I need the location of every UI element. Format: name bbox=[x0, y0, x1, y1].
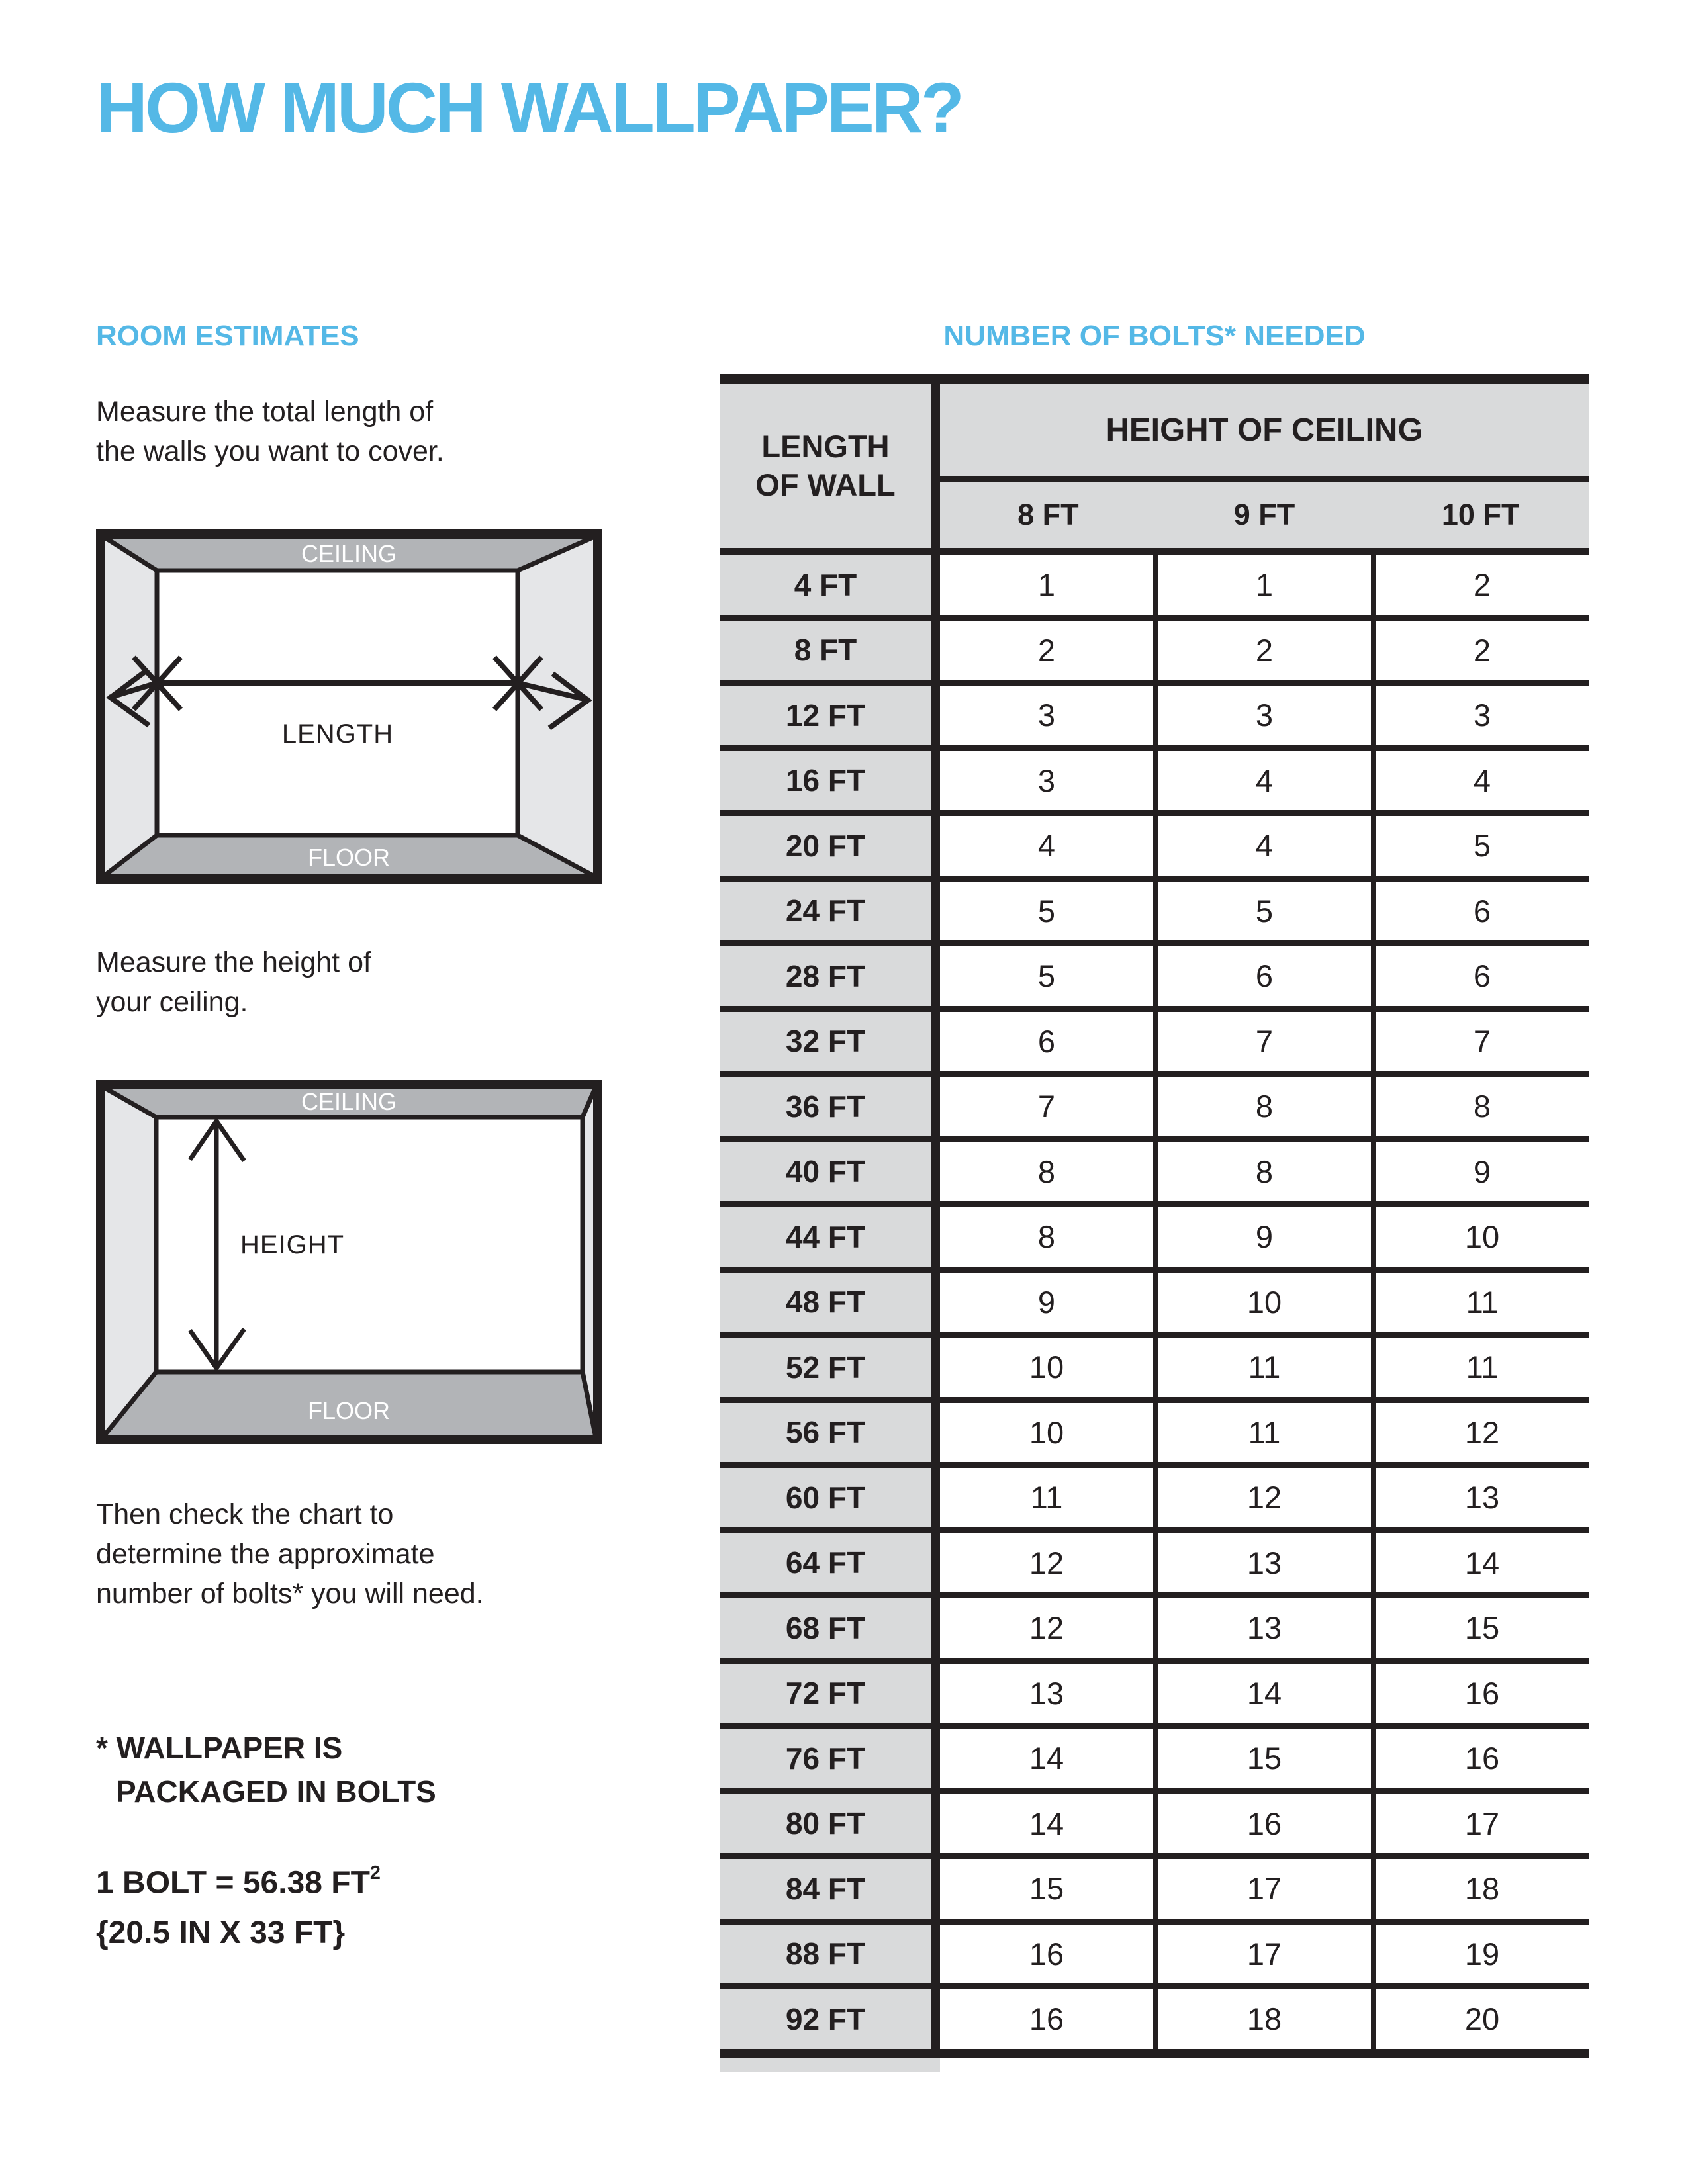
table-row bbox=[720, 1142, 1589, 1208]
table-row bbox=[720, 1989, 1589, 2049]
table-row bbox=[720, 1794, 1589, 1860]
floor-label: FLOOR bbox=[307, 844, 391, 871]
paragraph-line: your ceiling. bbox=[96, 986, 248, 1018]
intro-height-paragraph bbox=[96, 942, 371, 1022]
bolts-needed-heading: NUMBER OF BOLTS* NEEDED bbox=[943, 320, 1366, 352]
table-row bbox=[720, 1468, 1589, 1533]
bolt-count-cell: 6 bbox=[1371, 946, 1589, 1006]
height-label: HEIGHT bbox=[240, 1230, 345, 1259]
bolt-count-cell: 13 bbox=[1153, 1598, 1371, 1658]
bolt-count-cell: 10 bbox=[940, 1403, 1153, 1463]
bolt-count-cell: 13 bbox=[1371, 1468, 1589, 1527]
bolt-count-cell: 6 bbox=[940, 1012, 1153, 1071]
table-gray-tail bbox=[720, 2058, 940, 2072]
table-body bbox=[720, 555, 1589, 2049]
bolt-count-cell: 8 bbox=[1153, 1077, 1371, 1136]
bolt-count-cell: 7 bbox=[940, 1077, 1153, 1136]
table-row bbox=[720, 1273, 1589, 1338]
bolt-count-cell: 11 bbox=[940, 1468, 1153, 1527]
bolt-count-cell: 7 bbox=[1153, 1012, 1371, 1071]
length-label: LENGTH bbox=[281, 719, 394, 749]
table-row bbox=[720, 1338, 1589, 1403]
bolt-count-cell: 9 bbox=[940, 1273, 1153, 1332]
table-row bbox=[720, 1077, 1589, 1142]
table-row bbox=[720, 686, 1589, 751]
paragraph-line: number of bolts* you will need. bbox=[96, 1578, 484, 1610]
bolt-count-cell: 12 bbox=[940, 1598, 1153, 1658]
bolt-count-cell: 12 bbox=[1371, 1403, 1589, 1463]
bolt-count-cell: 8 bbox=[940, 1142, 1153, 1202]
bolt-count-cell: 7 bbox=[1371, 1012, 1589, 1071]
row-length-label: 84 FT bbox=[720, 1859, 940, 1919]
bolt-count-cell: 17 bbox=[1371, 1794, 1589, 1854]
table-row bbox=[720, 816, 1589, 882]
diagram-back-wall bbox=[156, 1117, 583, 1372]
bolt-count-cell: 11 bbox=[1371, 1338, 1589, 1397]
bolt-count-cell: 15 bbox=[1371, 1598, 1589, 1658]
footnote-line: * WALLPAPER IS bbox=[96, 1731, 343, 1765]
room-length-diagram bbox=[96, 529, 602, 884]
height-of-ceiling-header-group bbox=[940, 384, 1589, 548]
subheader-10ft: 10 FT bbox=[1441, 498, 1520, 531]
bolt-count-cell: 17 bbox=[1153, 1925, 1371, 1984]
diagram-back-wall bbox=[157, 570, 518, 835]
wallpaper-bolts-footnote bbox=[96, 1726, 436, 1813]
bolt-count-cell: 9 bbox=[1153, 1207, 1371, 1267]
bolt-count-cell: 5 bbox=[940, 946, 1153, 1006]
squared-superscript: 2 bbox=[369, 1862, 381, 1884]
bolt-count-cell: 14 bbox=[1371, 1533, 1589, 1593]
bolt-count-cell: 16 bbox=[1153, 1794, 1371, 1854]
ceiling-height-subheaders bbox=[940, 482, 1589, 548]
paragraph-line: the walls you want to cover. bbox=[96, 435, 444, 467]
bolt-count-cell: 3 bbox=[1371, 686, 1589, 745]
bolt-count-cell: 2 bbox=[940, 621, 1153, 680]
room-estimates-heading: ROOM ESTIMATES bbox=[96, 320, 359, 352]
bolt-count-cell: 6 bbox=[1153, 946, 1371, 1006]
table-row bbox=[720, 1859, 1589, 1925]
diagram-right-wall bbox=[518, 536, 596, 877]
table-row bbox=[720, 751, 1589, 817]
table-row bbox=[720, 1664, 1589, 1729]
table-row bbox=[720, 1729, 1589, 1794]
bolt-count-cell: 8 bbox=[940, 1207, 1153, 1267]
bolt-count-cell: 2 bbox=[1153, 621, 1371, 680]
subheader-8ft: 8 FT bbox=[1017, 498, 1079, 531]
bolt-count-cell: 2 bbox=[1371, 555, 1589, 615]
row-length-label: 48 FT bbox=[720, 1273, 940, 1332]
row-length-label: 20 FT bbox=[720, 816, 940, 876]
ceiling-height-diagram bbox=[96, 1080, 602, 1444]
bolt-count-cell: 16 bbox=[940, 1989, 1153, 2049]
row-length-label: 88 FT bbox=[720, 1925, 940, 1984]
check-chart-paragraph bbox=[96, 1494, 484, 1614]
bolt-count-cell: 16 bbox=[940, 1925, 1153, 1984]
bolt-count-cell: 8 bbox=[1153, 1142, 1371, 1202]
bolt-count-cell: 16 bbox=[1371, 1729, 1589, 1788]
bolt-count-cell: 15 bbox=[1153, 1729, 1371, 1788]
intro-length-paragraph bbox=[96, 392, 444, 471]
row-length-label: 32 FT bbox=[720, 1012, 940, 1071]
bolt-count-cell: 4 bbox=[1153, 751, 1371, 811]
bolt-count-cell: 2 bbox=[1371, 621, 1589, 680]
row-length-label: 28 FT bbox=[720, 946, 940, 1006]
paragraph-line: Measure the total length of bbox=[96, 396, 434, 428]
table-row bbox=[720, 1207, 1589, 1273]
bolt-count-cell: 11 bbox=[1153, 1338, 1371, 1397]
table-header bbox=[720, 384, 1589, 555]
bolt-count-cell: 3 bbox=[1153, 686, 1371, 745]
paragraph-line: Measure the height of bbox=[96, 946, 371, 978]
bolt-count-cell: 6 bbox=[1371, 882, 1589, 941]
paragraph-line: determine the approximate bbox=[96, 1538, 435, 1570]
bolt-count-cell: 11 bbox=[1371, 1273, 1589, 1332]
bolt-count-cell: 3 bbox=[940, 751, 1153, 811]
bolt-count-cell: 9 bbox=[1371, 1142, 1589, 1202]
bolt-count-cell: 14 bbox=[940, 1729, 1153, 1788]
table-row bbox=[720, 1533, 1589, 1599]
bolt-count-cell: 13 bbox=[940, 1664, 1153, 1723]
bolt-count-cell: 3 bbox=[940, 686, 1153, 745]
header-line: LENGTH bbox=[761, 429, 890, 464]
header-line: OF WALL bbox=[755, 467, 896, 502]
bolt-count-cell: 5 bbox=[940, 882, 1153, 941]
row-length-label: 52 FT bbox=[720, 1338, 940, 1397]
bolt-count-cell: 10 bbox=[1371, 1207, 1589, 1267]
bolt-count-cell: 16 bbox=[1371, 1664, 1589, 1723]
bolt-count-cell: 1 bbox=[940, 555, 1153, 615]
row-length-label: 92 FT bbox=[720, 1989, 940, 2049]
row-length-label: 64 FT bbox=[720, 1533, 940, 1593]
bolt-count-cell: 5 bbox=[1371, 816, 1589, 876]
row-length-label: 60 FT bbox=[720, 1468, 940, 1527]
row-length-label: 36 FT bbox=[720, 1077, 940, 1136]
row-length-label: 8 FT bbox=[720, 621, 940, 680]
bolts-table bbox=[720, 374, 1589, 2072]
diagram-left-wall bbox=[103, 536, 157, 877]
table-row bbox=[720, 946, 1589, 1012]
row-length-label: 40 FT bbox=[720, 1142, 940, 1202]
table-row bbox=[720, 555, 1589, 621]
bolt-count-cell: 10 bbox=[940, 1338, 1153, 1397]
table-row bbox=[720, 621, 1589, 686]
height-of-ceiling-header: HEIGHT OF CEILING bbox=[940, 384, 1589, 482]
table-row bbox=[720, 1012, 1589, 1077]
table-row bbox=[720, 1598, 1589, 1664]
bolt-count-cell: 12 bbox=[940, 1533, 1153, 1593]
row-length-label: 12 FT bbox=[720, 686, 940, 745]
ceiling-label: CEILING bbox=[301, 540, 397, 567]
page-title: HOW MUCH WALLPAPER? bbox=[96, 68, 962, 148]
row-length-label: 76 FT bbox=[720, 1729, 940, 1788]
bolt-count-cell: 4 bbox=[1153, 816, 1371, 876]
bolt-count-cell: 5 bbox=[1153, 882, 1371, 941]
footnote-line: PACKAGED IN BOLTS bbox=[116, 1774, 436, 1809]
table-row bbox=[720, 1925, 1589, 1990]
bolt-count-cell: 20 bbox=[1371, 1989, 1589, 2049]
subheader-9ft: 9 FT bbox=[1233, 498, 1295, 531]
bolt-count-cell: 14 bbox=[940, 1794, 1153, 1854]
bolt-size-line: 1 BOLT = 56.38 $FT^2$ bbox=[96, 1862, 381, 1901]
bolt-count-cell: 11 bbox=[1153, 1403, 1371, 1463]
bolt-count-cell: 8 bbox=[1371, 1077, 1589, 1136]
bolt-count-cell: 4 bbox=[940, 816, 1153, 876]
row-length-label: 16 FT bbox=[720, 751, 940, 811]
table-row bbox=[720, 1403, 1589, 1469]
row-length-label: 24 FT bbox=[720, 882, 940, 941]
bolt-count-cell: 19 bbox=[1371, 1925, 1589, 1984]
bolt-count-cell: 4 bbox=[1371, 751, 1589, 811]
bolt-count-cell: 15 bbox=[940, 1859, 1153, 1919]
bolt-count-cell: 14 bbox=[1153, 1664, 1371, 1723]
row-length-label: 4 FT bbox=[720, 555, 940, 615]
ceiling-label: CEILING bbox=[301, 1088, 397, 1115]
bolt-count-cell: 10 bbox=[1153, 1273, 1371, 1332]
bolt-count-cell: 13 bbox=[1153, 1533, 1371, 1593]
bolt-specification bbox=[96, 1848, 381, 1958]
row-length-label: 72 FT bbox=[720, 1664, 940, 1723]
paragraph-line: Then check the chart to bbox=[96, 1498, 394, 1530]
bolt-count-cell: 12 bbox=[1153, 1468, 1371, 1527]
bolt-count-cell: 18 bbox=[1371, 1859, 1589, 1919]
table-top-bar bbox=[720, 374, 1589, 384]
bolt-count-cell: 17 bbox=[1153, 1859, 1371, 1919]
row-length-label: 68 FT bbox=[720, 1598, 940, 1658]
bolt-count-cell: 1 bbox=[1153, 555, 1371, 615]
table-row bbox=[720, 882, 1589, 947]
bolt-count-cell: 18 bbox=[1153, 1989, 1371, 2049]
bolt-dimensions-line: {20.5 IN X 33 FT} bbox=[96, 1915, 346, 1951]
floor-label: FLOOR bbox=[307, 1397, 391, 1424]
length-of-wall-header bbox=[720, 384, 940, 548]
table-bottom-bar bbox=[720, 2049, 1589, 2058]
row-length-label: 44 FT bbox=[720, 1207, 940, 1267]
row-length-label: 80 FT bbox=[720, 1794, 940, 1854]
row-length-label: 56 FT bbox=[720, 1403, 940, 1463]
